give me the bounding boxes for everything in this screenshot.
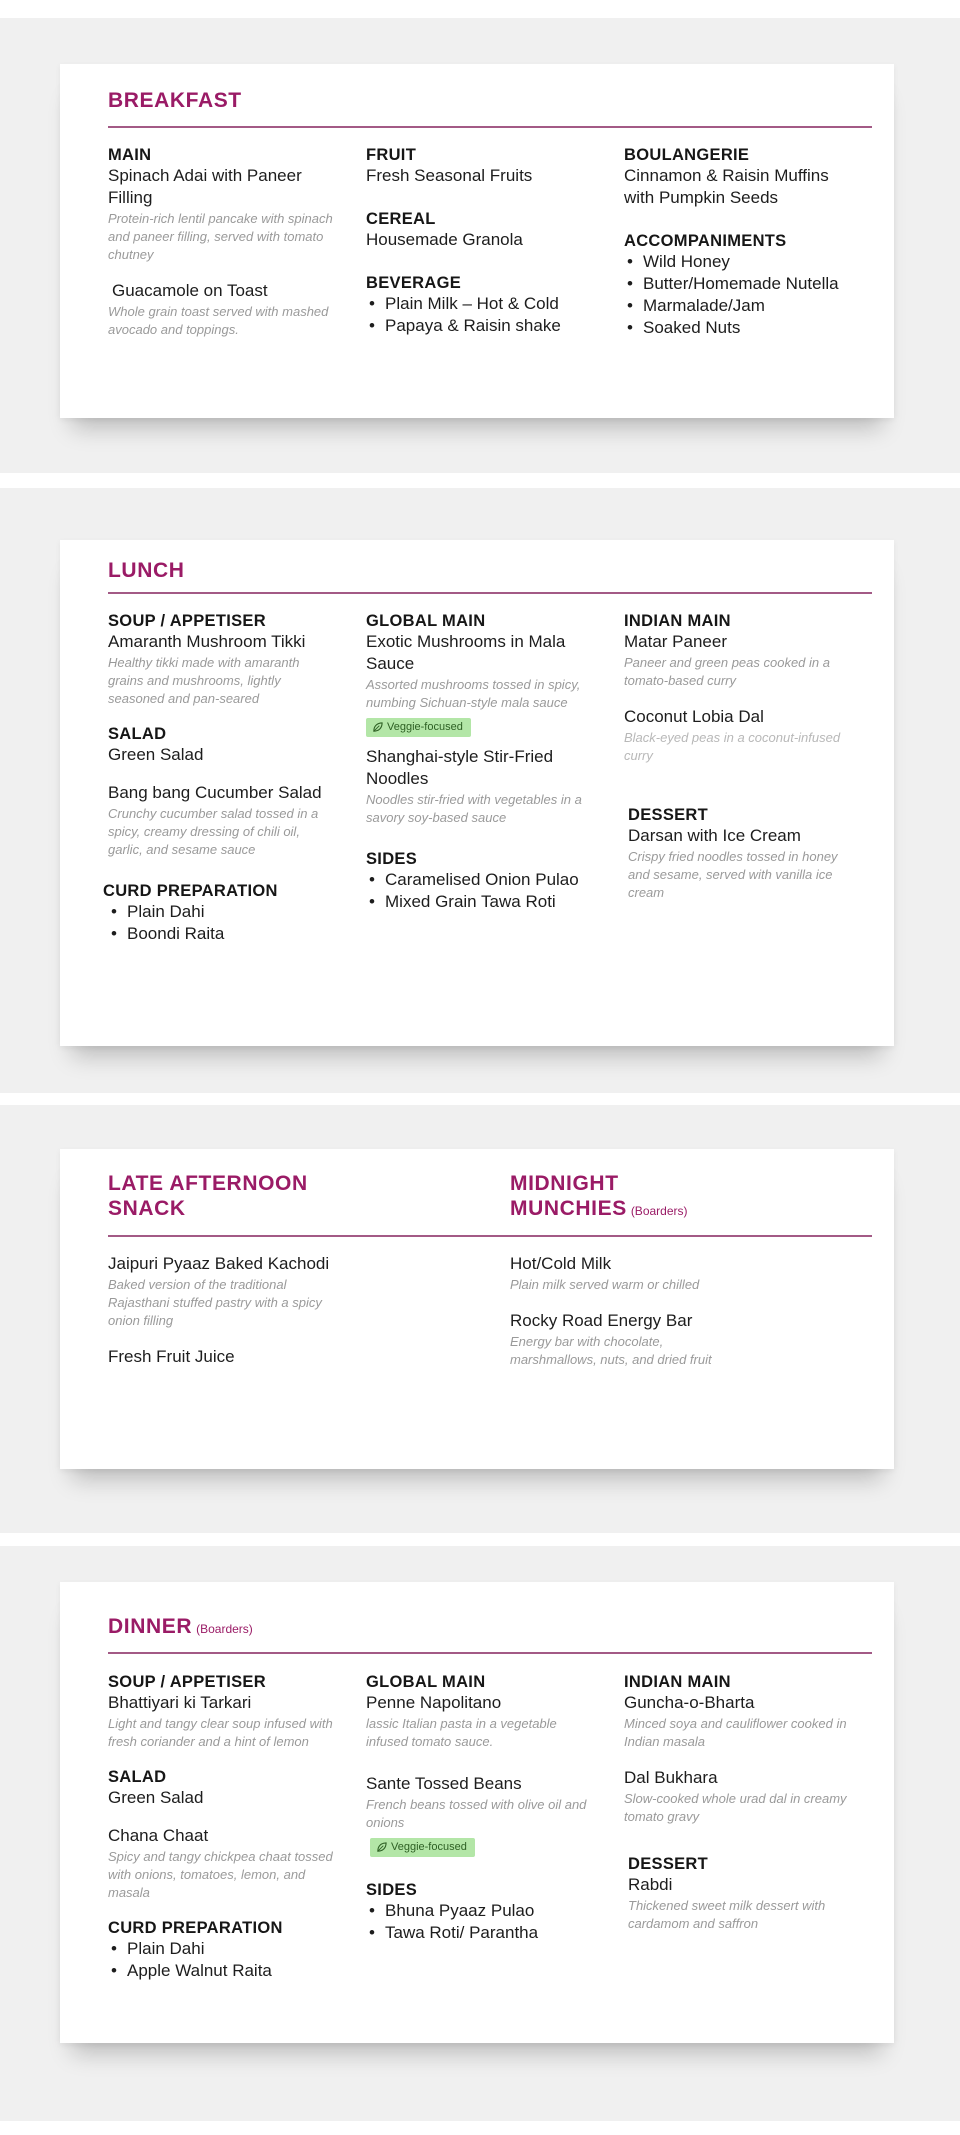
midnight-title-text: MIDNIGHT MUNCHIES	[510, 1172, 627, 1220]
section-heading-global-main: GLOBAL MAIN	[366, 1673, 486, 1691]
snack-band	[0, 1105, 960, 1533]
section-heading-global-main: GLOBAL MAIN	[366, 612, 486, 630]
snack-column	[108, 1253, 333, 1368]
list-item: • Plain Milk – Hot & Cold	[366, 293, 596, 315]
menu-item-description: Light and tangy clear soup infused with fresh coriander and a hint of lemon	[108, 1716, 333, 1749]
dinner-note: (Boarders)	[196, 1622, 253, 1636]
badge-label: Veggie-focused	[387, 721, 463, 733]
section-heading-boulangerie: BOULANGERIE	[624, 146, 750, 164]
beverage-list	[366, 293, 596, 337]
menu-item: Green Salad	[108, 745, 204, 764]
list-item: • Plain Dahi	[108, 1938, 338, 1960]
list-item: • Boondi Raita	[108, 923, 338, 945]
menu-item-description: Noodles stir-fried with vegetables in a savory soy-based sauce	[366, 792, 582, 825]
menu-item-description: Slow-cooked whole urad dal in creamy tomato gravy	[624, 1791, 847, 1824]
menu-item: Penne Napolitano	[366, 1693, 502, 1712]
list-item: • Tawa Roti/ Parantha	[366, 1922, 596, 1944]
menu-item: Rabdi	[628, 1875, 673, 1894]
lunch-middle-column	[366, 611, 596, 913]
menu-item: Rocky Road Energy Bar	[510, 1311, 693, 1330]
menu-item-description: Energy bar with chocolate, marshmallows, nuts, and dried fruit	[510, 1334, 712, 1367]
menu-item: Chana Chaat	[108, 1826, 209, 1845]
breakfast-main-column	[108, 145, 338, 339]
menu-item-description: Plain milk served warm or chilled	[510, 1277, 700, 1292]
breakfast-title: BREAKFAST	[108, 89, 242, 112]
section-heading-accompaniments: ACCOMPANIMENTS	[624, 232, 787, 250]
midnight-title	[510, 1171, 740, 1224]
menu-item: Exotic Mushrooms in Mala Sauce	[366, 632, 566, 673]
breakfast-right-column	[624, 145, 854, 339]
menu-item-description: French beans tossed with olive oil and onions	[366, 1797, 587, 1830]
snack-title: LATE AFTERNOON SNACK	[108, 1172, 308, 1220]
section-heading-cereal: CEREAL	[366, 210, 436, 228]
dinner-band	[0, 1546, 960, 2121]
menu-item: Housemade Granola	[366, 230, 523, 249]
breakfast-middle-column	[366, 145, 596, 337]
sides-list	[366, 1900, 596, 1944]
menu-item: Dal Bukhara	[624, 1768, 718, 1787]
menu-item-description: Whole grain toast served with mashed avocado and toppings.	[108, 304, 329, 337]
lunch-rule	[108, 592, 872, 594]
list-item: • Bhuna Pyaaz Pulao	[366, 1900, 596, 1922]
section-heading-soup: SOUP / APPETISER	[108, 1673, 266, 1691]
list-item: • Apple Walnut Raita	[108, 1960, 338, 1982]
accompaniments-list	[624, 251, 854, 339]
snack-card	[60, 1149, 894, 1469]
menu-item-description: Minced soya and cauliflower cooked in Indian masala	[624, 1716, 847, 1749]
menu-item: Fresh Fruit Juice	[108, 1347, 235, 1366]
section-heading-fruit: FRUIT	[366, 146, 417, 164]
menu-item-description: Baked version of the traditional Rajasthani stuffed pastry with a spicy onion filling	[108, 1277, 322, 1328]
menu-item: Bhattiyari ki Tarkari	[108, 1693, 252, 1712]
menu-item: Darsan with Ice Cream	[628, 826, 801, 845]
list-item: • Butter/Homemade Nutella	[624, 273, 854, 295]
menu-item-description: Spicy and tangy chickpea chaat tossed with onions, tomatoes, lemon, and masala	[108, 1849, 333, 1900]
menu-item: Spinach Adai with Paneer Filling	[108, 166, 302, 207]
list-item: • Soaked Nuts	[624, 317, 854, 339]
menu-item: Guacamole on Toast	[112, 281, 268, 300]
veggie-focused-badge	[366, 718, 471, 737]
curd-list	[108, 901, 338, 945]
leaf-icon	[372, 722, 383, 733]
section-heading-main: MAIN	[108, 146, 152, 164]
lunch-band	[0, 488, 960, 1093]
menu-item: Matar Paneer	[624, 632, 727, 651]
breakfast-band	[0, 18, 960, 473]
menu-item: Hot/Cold Milk	[510, 1254, 612, 1273]
breakfast-rule	[108, 126, 872, 128]
veggie-focused-badge	[370, 1838, 475, 1857]
section-heading-indian-main: INDIAN MAIN	[624, 1673, 731, 1691]
section-heading-curd: CURD PREPARATION	[103, 882, 278, 900]
list-item: • Caramelised Onion Pulao	[366, 869, 596, 891]
section-heading-indian-main: INDIAN MAIN	[624, 612, 731, 630]
section-heading-beverage: BEVERAGE	[366, 274, 462, 292]
menu-item-description: Crispy fried noodles tossed in honey and sesame, served with vanilla ice cream	[628, 849, 838, 900]
menu-item-description: lassic Italian pasta in a vegetable infused tomato sauce.	[366, 1716, 557, 1749]
curd-list	[108, 1938, 338, 1982]
snack-rule	[108, 1235, 872, 1237]
menu-item: Green Salad	[108, 1788, 204, 1807]
lunch-title: LUNCH	[108, 559, 185, 582]
menu-item-description: Protein-rich lentil pancake with spinach and paneer filling, served with tomato chutney	[108, 211, 333, 262]
menu-item: Shanghai-style Stir-Fried Noodles	[366, 747, 554, 788]
list-item: • Plain Dahi	[108, 901, 338, 923]
section-heading-dessert: DESSERT	[628, 1855, 709, 1873]
dinner-card	[60, 1582, 894, 2043]
menu-item-description: Paneer and green peas cooked in a tomato-based curry	[624, 655, 830, 688]
sides-list	[366, 869, 596, 913]
leaf-icon	[376, 1842, 387, 1853]
midnight-column	[510, 1253, 735, 1369]
menu-item-description: Thickened sweet milk dessert with cardamom and saffron	[628, 1898, 826, 1931]
lunch-card	[60, 540, 894, 1046]
dinner-right-column	[624, 1672, 854, 1933]
section-heading-sides: SIDES	[366, 850, 418, 868]
section-heading-salad: SALAD	[108, 1768, 167, 1786]
midnight-note: (Boarders)	[630, 1204, 688, 1218]
list-item: • Wild Honey	[624, 251, 854, 273]
menu-item: Jaipuri Pyaaz Baked Kachodi	[108, 1254, 330, 1273]
menu-item: Sante Tossed Beans	[366, 1774, 522, 1793]
menu-item: Amaranth Mushroom Tikki	[108, 632, 306, 651]
section-heading-salad: SALAD	[108, 725, 167, 743]
list-item: • Mixed Grain Tawa Roti	[366, 891, 596, 913]
menu-item: Fresh Seasonal Fruits	[366, 166, 533, 185]
menu-item: Guncha-o-Bharta	[624, 1693, 755, 1712]
breakfast-card	[60, 64, 894, 418]
section-heading-sides: SIDES	[366, 1881, 418, 1899]
menu-item-description: Healthy tikki made with amaranth grains and mushrooms, lightly seasoned and pan-seared	[108, 655, 300, 706]
dinner-left-column	[108, 1672, 338, 1982]
badge-label: Veggie-focused	[391, 1841, 467, 1853]
dinner-title-text: DINNER	[108, 1615, 193, 1638]
menu-item-description: Assorted mushrooms tossed in spicy, numbing Sichuan-style mala sauce	[366, 677, 581, 710]
menu-item: Bang bang Cucumber Salad	[108, 783, 322, 802]
section-heading-dessert: DESSERT	[628, 806, 709, 824]
section-heading-soup: SOUP / APPETISER	[108, 612, 266, 630]
menu-item-description: Crunchy cucumber salad tossed in a spicy, creamy dressing of chili oil, garlic, and sesame sauce	[108, 806, 319, 857]
menu-item-description: Black-eyed peas in a coconut-infused curry	[624, 730, 841, 763]
lunch-right-column	[624, 611, 854, 902]
menu-item: Coconut Lobia Dal	[624, 707, 764, 726]
section-heading-curd: CURD PREPARATION	[108, 1919, 283, 1937]
menu-item: Cinnamon & Raisin Muffins with Pumpkin Seeds	[624, 166, 829, 207]
dinner-title	[108, 1614, 253, 1642]
list-item: • Marmalade/Jam	[624, 295, 854, 317]
list-item: • Papaya & Raisin shake	[366, 315, 596, 337]
lunch-left-column	[103, 611, 338, 945]
dinner-middle-column	[366, 1672, 596, 1944]
dinner-rule	[108, 1652, 872, 1654]
